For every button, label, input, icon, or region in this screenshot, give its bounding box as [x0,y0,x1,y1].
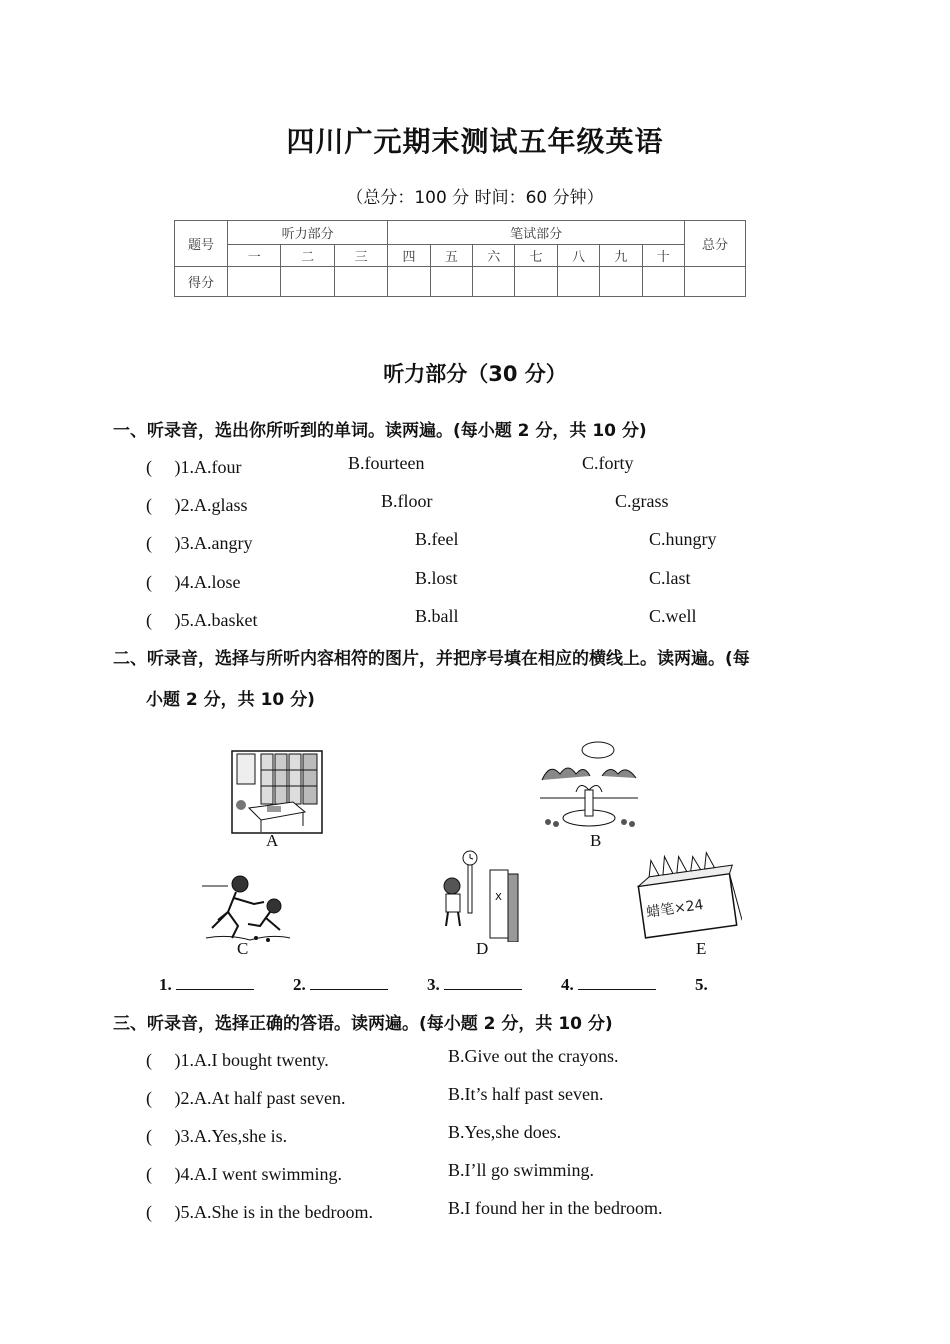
library-picture [231,750,323,834]
score-cell[interactable] [388,267,430,297]
boy-clock-picture [438,850,524,942]
col-1: 一 [228,245,281,267]
q3-item-2: ( )2.A.At half past seven. [146,1088,346,1108]
park-picture [538,740,640,832]
q1-item-5: ( )5.A.basket [146,610,258,630]
crayon-box-label: 蜡笔×24 [645,897,705,921]
col-4: 四 [388,245,430,267]
q1-option: B.feel [415,529,459,549]
q1-item-4: ( )4.A.lose [146,572,241,592]
q1-item-2: ( )2.A.glass [146,495,248,515]
q1-option: B.ball [415,606,459,626]
page-title: 四川广元期末测试五年级英语 [286,125,664,158]
answer-blank-4[interactable] [561,975,656,995]
score-cell[interactable] [281,267,334,297]
q1-option: B.floor [381,491,433,511]
answer-blank-5[interactable] [695,975,708,995]
q1-item-3: ( )3.A.angry [146,533,253,553]
row-label-question-number: 题号 [175,221,228,267]
q1-option: C.hungry [649,529,717,549]
score-cell[interactable] [228,267,281,297]
col-9: 九 [600,245,642,267]
exam-info: （总分：100 分 时间：60 分钟） [346,188,604,208]
score-cell[interactable] [430,267,472,297]
children-picture [198,868,294,944]
picture-label-d: D [476,939,489,958]
q3-option: B.I found her in the bedroom. [448,1198,663,1218]
svg-text:X: X [495,892,502,903]
col-5: 五 [430,245,472,267]
listening-section-heading: 听力部分（30 分） [383,362,567,386]
q1-option: C.well [649,606,697,626]
score-cell[interactable] [600,267,642,297]
total-header: 总分 [685,221,746,267]
listening-group-header: 听力部分 [228,221,388,245]
picture-label-b: B [590,831,602,850]
col-6: 六 [473,245,515,267]
blank-number: 1. [159,975,172,994]
picture-label-c: C [237,939,249,958]
q1-option: B.fourteen [348,453,425,473]
score-cell[interactable] [515,267,557,297]
col-7: 七 [515,245,557,267]
answer-blank-1[interactable] [159,975,254,995]
q3-option: B.Give out the crayons. [448,1046,619,1066]
q3-option: B.I’ll go swimming. [448,1160,595,1180]
q3-item-4: ( )4.A.I went swimming. [146,1164,342,1184]
answer-blank-2[interactable] [293,975,388,995]
col-10: 十 [642,245,684,267]
q1-option: C.forty [582,453,634,473]
score-cell[interactable] [685,267,746,297]
q1-option: C.last [649,568,691,588]
col-2: 二 [281,245,334,267]
q2-heading-cont: 小题 2 分，共 10 分) [146,690,315,710]
row-label-score: 得分 [175,267,228,297]
answer-blank-3[interactable] [427,975,522,995]
q3-option: B.Yes,she does. [448,1122,562,1142]
q1-heading: 一、听录音，选出你所听到的单词。读两遍。(每小题 2 分，共 10 分) [113,421,647,441]
picture-label-a: A [266,831,279,850]
q1-item-1: ( )1.A.four [146,457,242,477]
q1-option: B.lost [415,568,458,588]
q2-heading: 二、听录音，选择与所听内容相符的图片，并把序号填在相应的横线上。读两遍。(每 [113,649,750,669]
q3-option: B.It’s half past seven. [448,1084,604,1104]
score-cell[interactable] [642,267,684,297]
picture-label-e: E [696,939,707,958]
crayon-box-picture [628,850,742,940]
q3-heading: 三、听录音，选择正确的答语。读两遍。(每小题 2 分，共 10 分) [113,1014,613,1034]
blank-number: 5. [695,975,708,994]
blank-number: 2. [293,975,306,994]
written-group-header: 笔试部分 [388,221,685,245]
score-cell[interactable] [334,267,387,297]
blank-number: 3. [427,975,440,994]
blank-number: 4. [561,975,574,994]
q3-item-3: ( )3.A.Yes,she is. [146,1126,288,1146]
q1-option: C.grass [615,491,669,511]
score-cell[interactable] [473,267,515,297]
col-3: 三 [334,245,387,267]
q3-item-5: ( )5.A.She is in the bedroom. [146,1202,373,1222]
q3-item-1: ( )1.A.I bought twenty. [146,1050,329,1070]
col-8: 八 [557,245,599,267]
score-cell[interactable] [557,267,599,297]
score-table [174,220,746,297]
